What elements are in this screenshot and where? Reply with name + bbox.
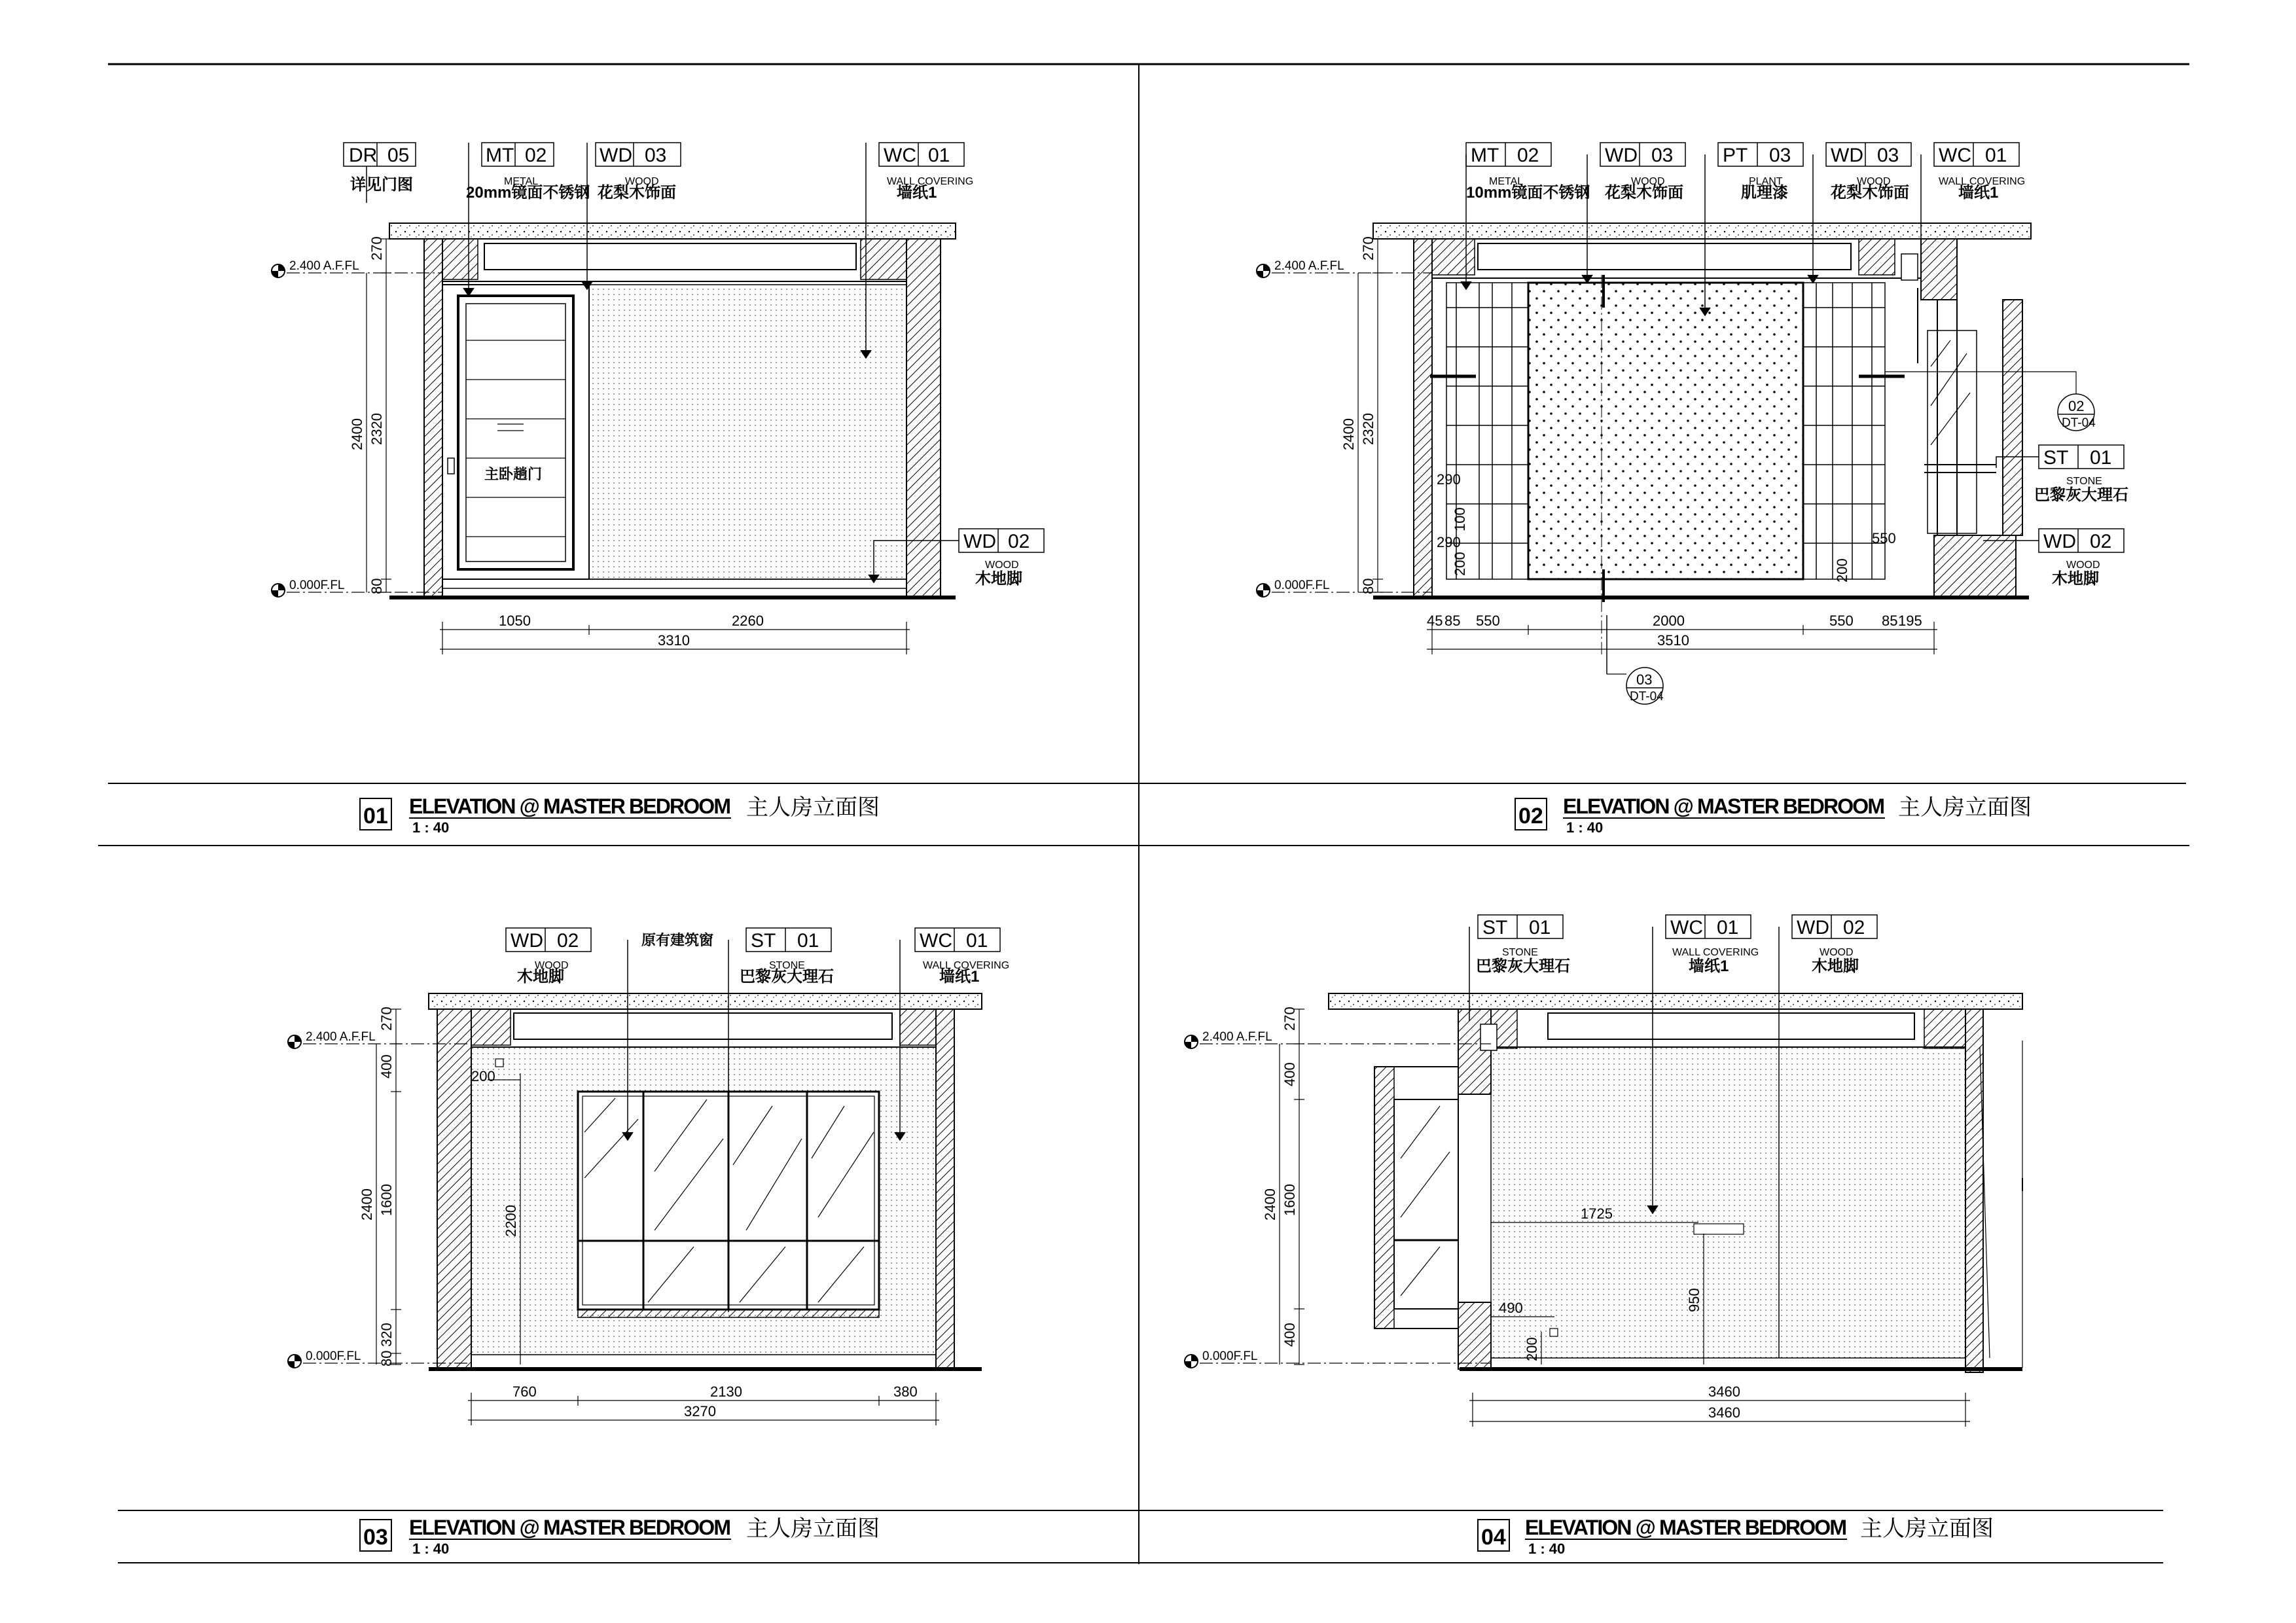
svg-text:WC: WC bbox=[920, 930, 952, 952]
title-block-03 bbox=[360, 1516, 880, 1557]
svg-text:WALL COVERING: WALL COVERING bbox=[887, 176, 974, 187]
detail-callout bbox=[1885, 372, 2096, 431]
svg-text:490: 490 bbox=[1499, 1300, 1523, 1316]
svg-text:STONE: STONE bbox=[769, 960, 805, 971]
svg-text:木地脚: 木地脚 bbox=[2052, 570, 2099, 588]
svg-text:1600: 1600 bbox=[1282, 1184, 1298, 1216]
svg-text:0.000F.FL: 0.000F.FL bbox=[306, 1349, 361, 1363]
svg-text:3510: 3510 bbox=[1657, 632, 1689, 649]
svg-text:2.400 A.F.FL: 2.400 A.F.FL bbox=[289, 259, 359, 273]
material-tag bbox=[915, 928, 1009, 986]
svg-text:270: 270 bbox=[378, 1007, 395, 1031]
svg-text:PT: PT bbox=[1723, 145, 1748, 166]
svg-text:ST: ST bbox=[2043, 447, 2069, 469]
svg-text:ELEVATION @ MASTER BEDROOM: ELEVATION @ MASTER BEDROOM bbox=[409, 794, 731, 818]
svg-text:WD: WD bbox=[963, 531, 996, 552]
material-tag bbox=[344, 143, 416, 194]
material-tag bbox=[1476, 915, 1570, 975]
svg-text:木地脚: 木地脚 bbox=[517, 968, 564, 986]
material-tag bbox=[466, 143, 590, 202]
svg-text:20mm镜面不锈钢: 20mm镜面不锈钢 bbox=[466, 184, 590, 202]
title-block-04 bbox=[1478, 1516, 1994, 1557]
svg-text:2320: 2320 bbox=[368, 413, 385, 445]
svg-text:2200: 2200 bbox=[503, 1205, 519, 1237]
material-tag bbox=[879, 143, 973, 202]
svg-text:WOOD: WOOD bbox=[985, 560, 1019, 571]
svg-text:80: 80 bbox=[378, 1350, 395, 1366]
svg-text:01: 01 bbox=[1717, 917, 1739, 938]
svg-text:WD: WD bbox=[2043, 531, 2076, 552]
svg-text:DT-04: DT-04 bbox=[2062, 416, 2096, 430]
svg-text:01: 01 bbox=[797, 930, 819, 952]
svg-text:3310: 3310 bbox=[658, 632, 690, 649]
svg-text:0.000F.FL: 0.000F.FL bbox=[289, 579, 345, 592]
svg-text:PLANT: PLANT bbox=[1749, 176, 1783, 187]
svg-text:WC: WC bbox=[884, 145, 916, 166]
detail-callout bbox=[1607, 668, 1664, 704]
svg-text:ELEVATION @ MASTER BEDROOM: ELEVATION @ MASTER BEDROOM bbox=[409, 1516, 731, 1539]
svg-text:550: 550 bbox=[1829, 613, 1854, 629]
svg-text:WOOD: WOOD bbox=[1631, 176, 1665, 187]
svg-text:WD: WD bbox=[1831, 145, 1863, 166]
svg-text:主人房立面图: 主人房立面图 bbox=[746, 795, 880, 820]
svg-text:花梨木饰面: 花梨木饰面 bbox=[1831, 184, 1909, 202]
svg-text:03: 03 bbox=[1651, 145, 1674, 166]
svg-text:主人房立面图: 主人房立面图 bbox=[1860, 1516, 1994, 1541]
svg-text:270: 270 bbox=[1282, 1007, 1298, 1031]
svg-text:03: 03 bbox=[1636, 671, 1653, 688]
svg-text:02: 02 bbox=[2068, 398, 2085, 414]
svg-text:肌理漆: 肌理漆 bbox=[1741, 184, 1788, 202]
svg-text:05: 05 bbox=[387, 145, 410, 166]
svg-text:1 : 40: 1 : 40 bbox=[1528, 1541, 1566, 1557]
svg-text:巴黎灰大理石: 巴黎灰大理石 bbox=[740, 968, 834, 986]
material-tag bbox=[506, 928, 591, 986]
svg-text:100: 100 bbox=[1452, 507, 1468, 531]
svg-text:2130: 2130 bbox=[710, 1383, 742, 1400]
svg-text:02: 02 bbox=[557, 930, 579, 952]
svg-text:花梨木饰面: 花梨木饰面 bbox=[1605, 184, 1683, 202]
svg-text:320: 320 bbox=[378, 1323, 395, 1347]
svg-text:WALL COVERING: WALL COVERING bbox=[923, 960, 1010, 971]
svg-text:WD: WD bbox=[511, 930, 543, 952]
svg-text:WOOD: WOOD bbox=[2066, 560, 2100, 571]
material-tag bbox=[959, 529, 1044, 588]
svg-text:2.400 A.F.FL: 2.400 A.F.FL bbox=[1274, 259, 1344, 273]
elevation-panel-04 bbox=[1185, 915, 2022, 1427]
svg-text:2400: 2400 bbox=[349, 418, 365, 450]
title-block-01 bbox=[360, 794, 880, 836]
svg-text:ST: ST bbox=[751, 930, 776, 952]
svg-text:巴黎灰大理石: 巴黎灰大理石 bbox=[1476, 957, 1570, 975]
svg-text:木地脚: 木地脚 bbox=[1812, 957, 1859, 975]
svg-text:550: 550 bbox=[1476, 613, 1500, 629]
svg-text:3460: 3460 bbox=[1708, 1404, 1740, 1421]
svg-text:290: 290 bbox=[1437, 471, 1461, 488]
svg-text:01: 01 bbox=[1985, 145, 2007, 166]
svg-text:02: 02 bbox=[2090, 531, 2112, 552]
svg-text:花梨木饰面: 花梨木饰面 bbox=[598, 184, 676, 202]
material-tag bbox=[1934, 143, 2025, 202]
svg-text:WOOD: WOOD bbox=[1820, 947, 1854, 958]
svg-text:80: 80 bbox=[1360, 578, 1376, 594]
svg-text:200: 200 bbox=[1452, 552, 1468, 576]
svg-text:WALL COVERING: WALL COVERING bbox=[1672, 947, 1759, 958]
svg-text:DT-04: DT-04 bbox=[1630, 690, 1664, 704]
svg-text:195: 195 bbox=[1898, 613, 1922, 629]
svg-text:03: 03 bbox=[645, 145, 667, 166]
svg-text:ELEVATION @ MASTER BEDROOM: ELEVATION @ MASTER BEDROOM bbox=[1525, 1516, 1847, 1539]
svg-text:550: 550 bbox=[1872, 530, 1896, 546]
svg-text:04: 04 bbox=[1481, 1525, 1506, 1550]
svg-text:1725: 1725 bbox=[1581, 1205, 1613, 1222]
svg-text:10mm镜面不锈钢: 10mm镜面不锈钢 bbox=[1466, 184, 1590, 202]
svg-text:760: 760 bbox=[512, 1383, 537, 1400]
svg-text:400: 400 bbox=[378, 1054, 395, 1079]
title-block-02 bbox=[1515, 794, 2032, 836]
svg-text:METAL: METAL bbox=[504, 176, 539, 187]
svg-text:200: 200 bbox=[1834, 558, 1850, 582]
svg-text:2400: 2400 bbox=[359, 1188, 375, 1221]
svg-text:01: 01 bbox=[1529, 917, 1551, 938]
svg-text:02: 02 bbox=[1008, 531, 1030, 552]
svg-text:200: 200 bbox=[1524, 1337, 1540, 1361]
svg-text:400: 400 bbox=[1282, 1062, 1298, 1086]
material-tag bbox=[596, 143, 681, 202]
svg-text:02: 02 bbox=[1843, 917, 1865, 938]
svg-text:0.000F.FL: 0.000F.FL bbox=[1274, 579, 1330, 592]
svg-text:2.400 A.F.FL: 2.400 A.F.FL bbox=[306, 1030, 376, 1044]
material-tag bbox=[1600, 143, 1685, 202]
svg-text:墙纸1: 墙纸1 bbox=[897, 184, 937, 202]
svg-text:290: 290 bbox=[1437, 534, 1461, 550]
svg-text:02: 02 bbox=[1518, 804, 1543, 829]
svg-text:巴黎灰大理石: 巴黎灰大理石 bbox=[2034, 486, 2128, 504]
svg-text:45: 45 bbox=[1427, 613, 1443, 629]
svg-text:STONE: STONE bbox=[1502, 947, 1538, 958]
material-tag bbox=[2034, 445, 2128, 504]
svg-text:400: 400 bbox=[1282, 1323, 1298, 1347]
material-tag bbox=[740, 928, 834, 986]
svg-text:主人房立面图: 主人房立面图 bbox=[1898, 795, 2032, 820]
svg-text:WC: WC bbox=[1939, 145, 1971, 166]
elevation-panel-01 bbox=[272, 143, 1044, 654]
svg-text:详见门图: 详见门图 bbox=[350, 176, 413, 194]
svg-text:01: 01 bbox=[2090, 447, 2112, 469]
svg-text:1 : 40: 1 : 40 bbox=[412, 819, 450, 836]
svg-text:WOOD: WOOD bbox=[625, 176, 659, 187]
svg-text:2320: 2320 bbox=[1360, 413, 1376, 445]
svg-text:03: 03 bbox=[1769, 145, 1791, 166]
svg-text:2400: 2400 bbox=[1340, 418, 1357, 450]
svg-text:01: 01 bbox=[363, 804, 388, 829]
svg-text:WD: WD bbox=[1797, 917, 1829, 938]
svg-text:木地脚: 木地脚 bbox=[975, 570, 1022, 588]
svg-text:DR: DR bbox=[349, 145, 378, 166]
svg-text:主人房立面图: 主人房立面图 bbox=[746, 1516, 880, 1541]
svg-text:2260: 2260 bbox=[732, 613, 764, 629]
svg-text:MT: MT bbox=[1471, 145, 1499, 166]
svg-text:MT: MT bbox=[486, 145, 514, 166]
svg-text:ST: ST bbox=[1482, 917, 1508, 938]
svg-text:950: 950 bbox=[1686, 1288, 1702, 1312]
svg-text:墙纸1: 墙纸1 bbox=[1958, 184, 1999, 202]
svg-text:2400: 2400 bbox=[1262, 1188, 1278, 1221]
svg-text:380: 380 bbox=[893, 1383, 918, 1400]
svg-text:METAL: METAL bbox=[1489, 176, 1524, 187]
material-tag bbox=[2039, 529, 2124, 588]
svg-text:WC: WC bbox=[1670, 917, 1703, 938]
svg-text:02: 02 bbox=[525, 145, 547, 166]
svg-text:3270: 3270 bbox=[684, 1403, 716, 1419]
svg-text:270: 270 bbox=[1360, 236, 1376, 260]
door-note: 主卧趟门 bbox=[484, 466, 543, 482]
svg-text:墙纸1: 墙纸1 bbox=[1689, 957, 1729, 975]
svg-text:01: 01 bbox=[966, 930, 988, 952]
svg-text:02: 02 bbox=[1517, 145, 1539, 166]
svg-text:270: 270 bbox=[368, 236, 385, 260]
svg-text:85: 85 bbox=[1882, 613, 1898, 629]
svg-text:WOOD: WOOD bbox=[1857, 176, 1891, 187]
svg-text:墙纸1: 墙纸1 bbox=[939, 968, 980, 986]
material-tag bbox=[1666, 915, 1759, 975]
material-tag bbox=[1718, 143, 1803, 202]
svg-text:WD: WD bbox=[600, 145, 632, 166]
svg-text:WALL COVERING: WALL COVERING bbox=[1939, 176, 2026, 187]
window-note: 原有建筑窗 bbox=[641, 932, 714, 948]
svg-text:3460: 3460 bbox=[1708, 1383, 1740, 1400]
svg-text:1600: 1600 bbox=[378, 1184, 395, 1216]
svg-text:0.000F.FL: 0.000F.FL bbox=[1202, 1349, 1258, 1363]
material-tag bbox=[1792, 915, 1877, 975]
svg-text:03: 03 bbox=[1877, 145, 1899, 166]
svg-text:WD: WD bbox=[1605, 145, 1638, 166]
svg-text:ELEVATION @ MASTER BEDROOM: ELEVATION @ MASTER BEDROOM bbox=[1563, 794, 1885, 818]
svg-text:1050: 1050 bbox=[499, 613, 531, 629]
svg-text:STONE: STONE bbox=[2066, 476, 2102, 487]
svg-text:1 : 40: 1 : 40 bbox=[412, 1541, 450, 1557]
svg-text:1 : 40: 1 : 40 bbox=[1566, 819, 1604, 836]
svg-text:80: 80 bbox=[368, 578, 385, 594]
svg-text:01: 01 bbox=[928, 145, 950, 166]
svg-text:85: 85 bbox=[1444, 613, 1461, 629]
material-tag bbox=[1826, 143, 1911, 202]
svg-text:03: 03 bbox=[363, 1525, 388, 1550]
svg-text:WOOD: WOOD bbox=[535, 960, 569, 971]
svg-text:2000: 2000 bbox=[1653, 613, 1685, 629]
elevation-panel-02 bbox=[1257, 143, 2128, 704]
svg-text:200: 200 bbox=[471, 1068, 495, 1084]
svg-text:2.400 A.F.FL: 2.400 A.F.FL bbox=[1202, 1030, 1272, 1044]
material-tag bbox=[1466, 143, 1590, 202]
elevation-panel-03 bbox=[288, 928, 1009, 1425]
